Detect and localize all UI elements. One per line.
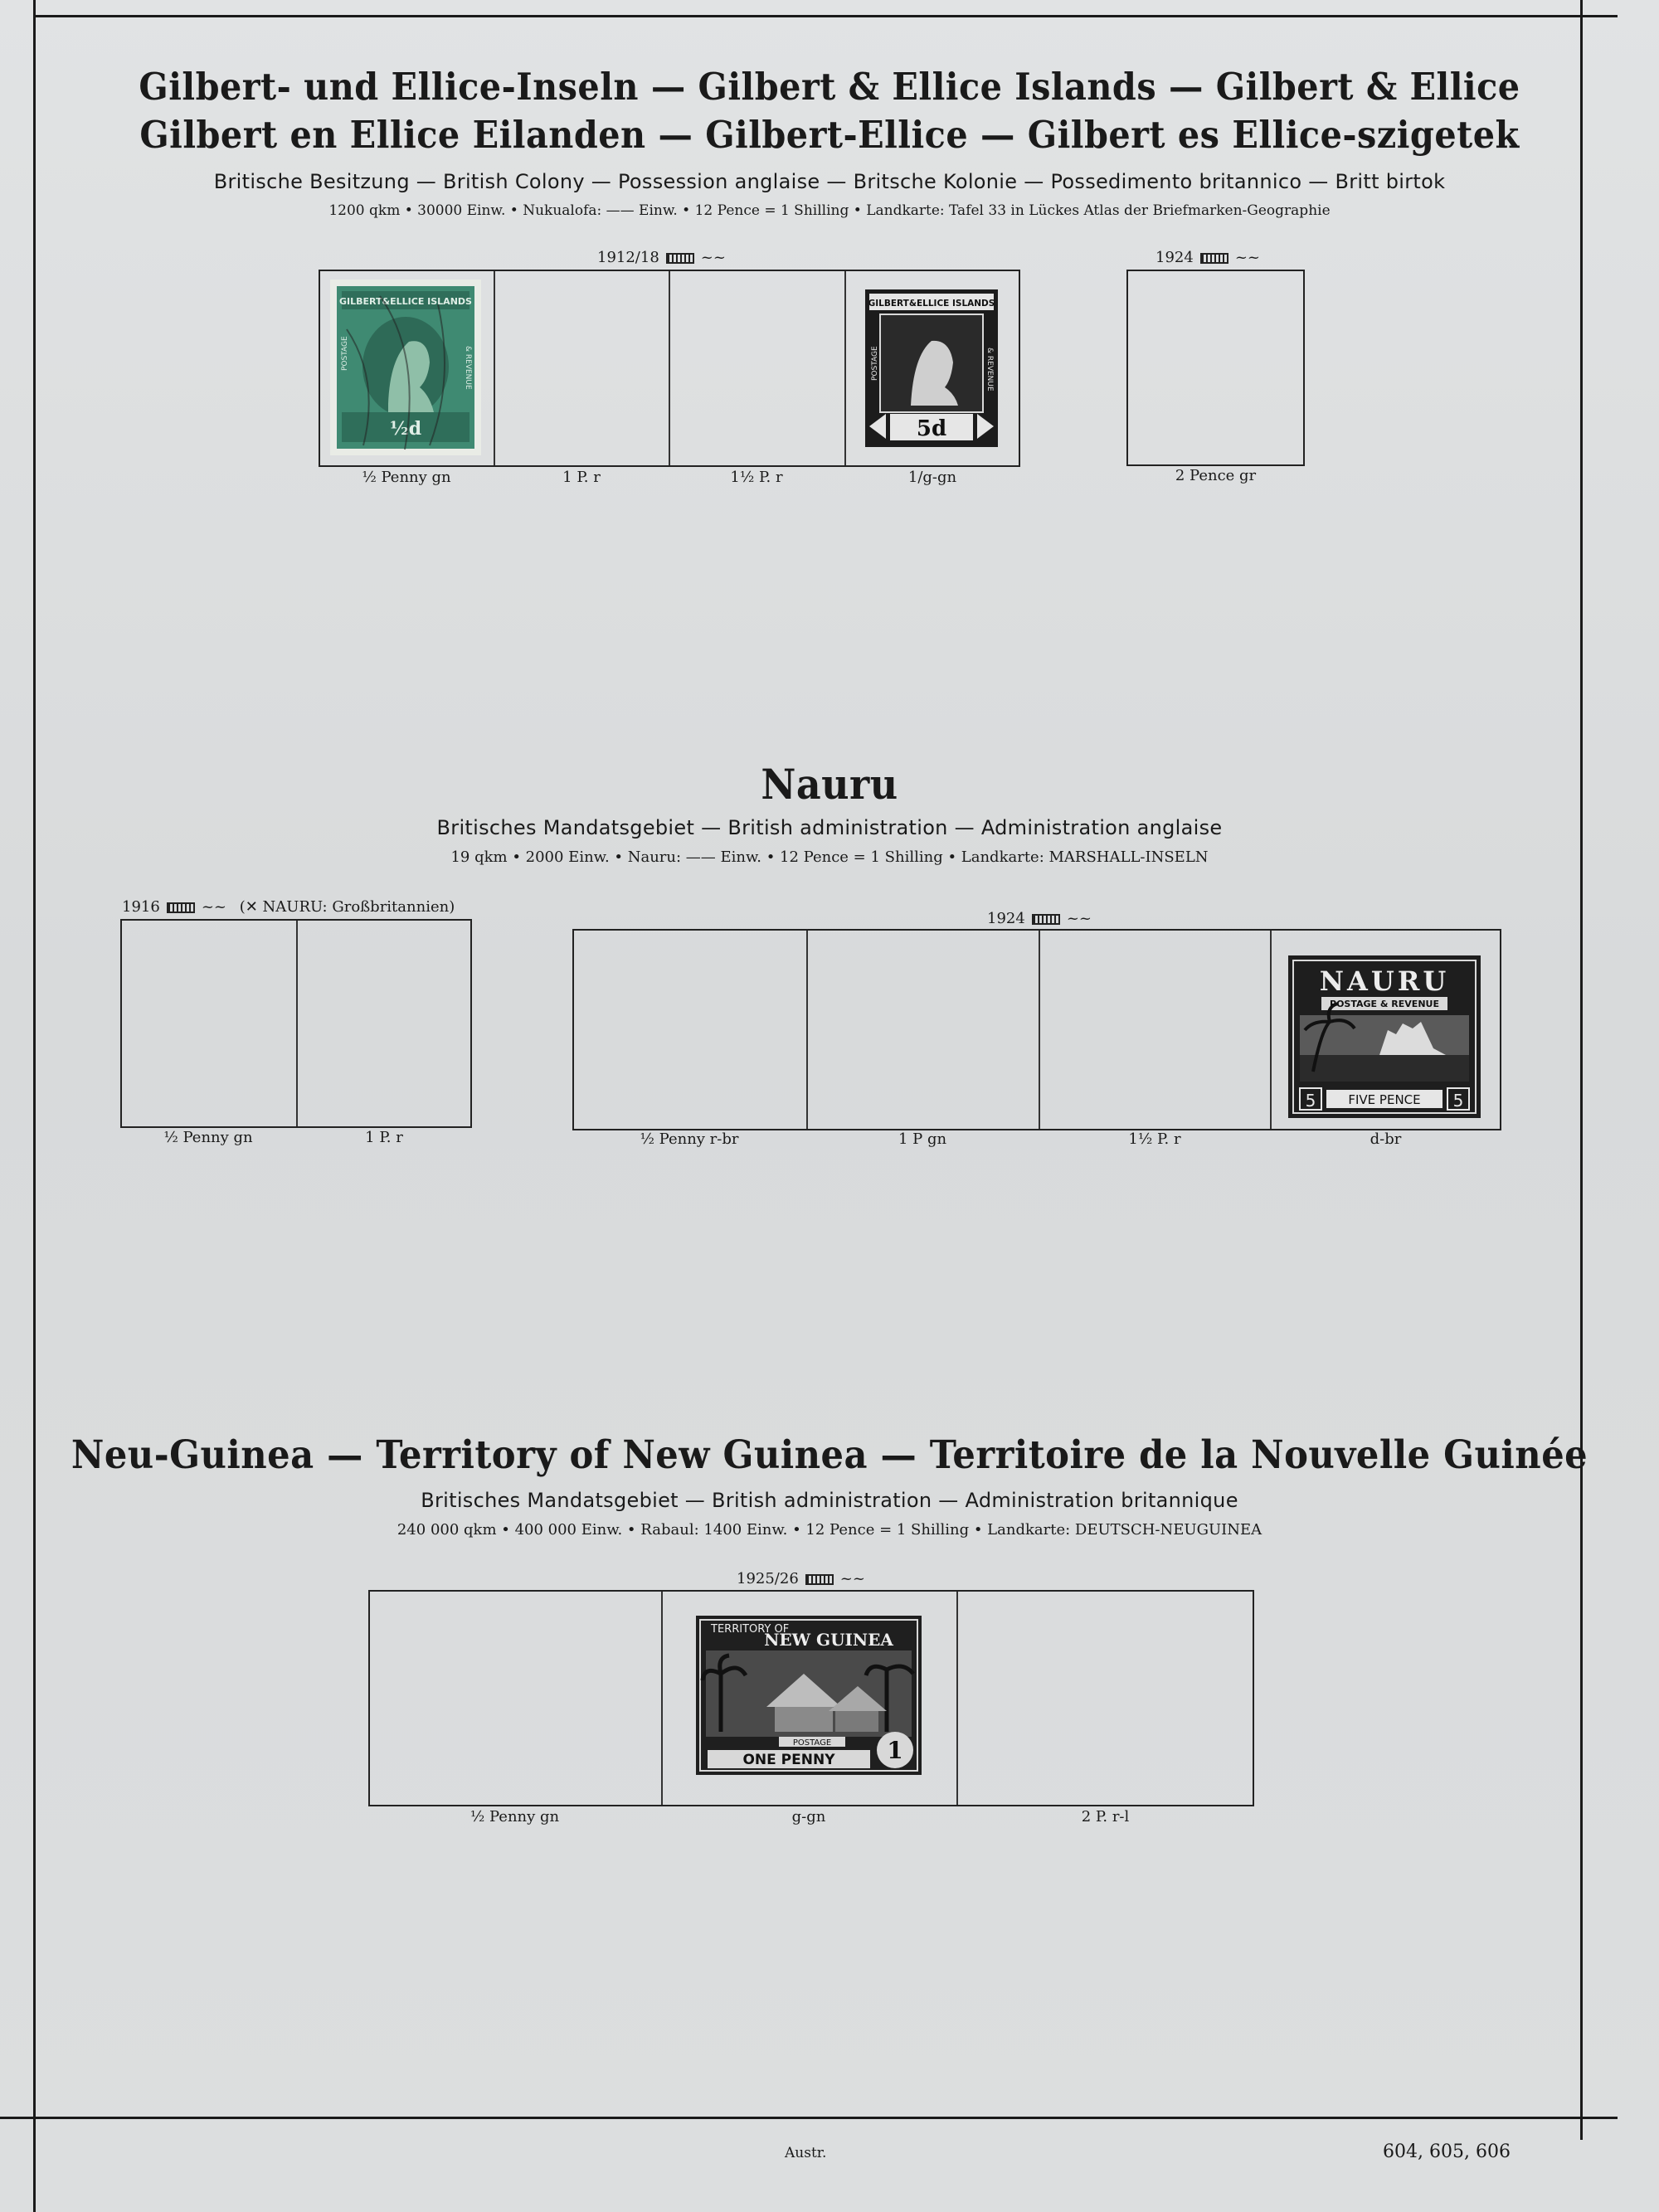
stamp1-top-text: GILBERT&ELLICE ISLANDS <box>339 296 472 307</box>
svg-text:POSTAGE & REVENUE: POSTAGE & REVENUE <box>1330 999 1439 1009</box>
svg-text:NEW GUINEA: NEW GUINEA <box>764 1630 893 1650</box>
nauru-set1-caption-2: 1 P. r <box>365 1129 403 1146</box>
nauru-set2-caption-4: d-br <box>1370 1130 1402 1148</box>
svg-text:ONE PENNY: ONE PENNY <box>742 1752 835 1768</box>
nauru-set1-caption-1: ½ Penny gn <box>163 1129 253 1146</box>
stamp2-top-text: GILBERT&ELLICE ISLANDS <box>868 299 995 309</box>
newguinea-caption-2: g-gn <box>791 1808 826 1826</box>
nauru-set1-note: (✕ NAURU: Großbritannien) <box>239 898 455 916</box>
bottom-rule <box>0 2117 1618 2119</box>
stamp1-value: ½d <box>389 418 422 440</box>
stamp-five-pence-black <box>865 289 998 447</box>
stamp-image <box>696 1616 922 1775</box>
divider <box>1270 931 1272 1129</box>
svg-text:POSTAGE: POSTAGE <box>792 1738 832 1748</box>
divider <box>494 271 495 465</box>
svg-text:5: 5 <box>1305 1091 1316 1111</box>
svg-text:& REVENUE: & REVENUE <box>985 348 994 391</box>
svg-text:TERRITORY OF: TERRITORY OF <box>711 1623 790 1636</box>
footer-center: Austr. <box>785 2145 827 2161</box>
gilbert-set1-caption-1: ½ Penny gn <box>362 469 451 486</box>
gilbert-title-line2: Gilbert en Ellice Eilanden — Gilbert-Ellice — Gilbert es Ellice-szigetek <box>139 113 1520 157</box>
stamp-half-penny-green <box>330 280 481 455</box>
gilbert-info: 1200 qkm • 30000 Einw. • Nukualofa: —— Einw. • 12 Pence = 1 Shilling • Landkarte: Tafel 33 in Lückes Atlas der Briefmarken-Geographie <box>328 202 1331 219</box>
divider <box>806 931 808 1129</box>
stamp2-value: 5d <box>916 416 947 441</box>
svg-text:POSTAGE: POSTAGE <box>871 346 879 381</box>
divider <box>661 1592 663 1805</box>
left-rule <box>33 0 36 2212</box>
gilbert-subtitle: Britische Besitzung — British Colony — Possession anglaise — Britsche Kolonie — Possedimento britannico — Britt birtok <box>213 170 1446 193</box>
gilbert-set2-frame <box>1126 270 1305 466</box>
nauru-set2-caption-2: 1 P gn <box>898 1130 947 1148</box>
newguinea-title: Neu-Guinea — Territory of New Guinea — Territoire de la Nouvelle Guinée <box>71 1432 1588 1478</box>
svg-text:FIVE PENCE: FIVE PENCE <box>1348 1092 1421 1107</box>
svg-text:5: 5 <box>1452 1091 1464 1111</box>
svg-text:& REVENUE: & REVENUE <box>464 346 472 390</box>
watermark-icon <box>666 253 694 264</box>
gilbert-set2-caption-1: 2 Pence gr <box>1175 467 1257 484</box>
stamp-image <box>1288 955 1481 1118</box>
top-rule <box>33 15 1618 17</box>
newguinea-info: 240 000 qkm • 400 000 Einw. • Rabaul: 1400 Einw. • 12 Pence = 1 Shilling • Landkarte: DEUTSCH-NEUGUINEA <box>397 1521 1262 1539</box>
stamp-new-guinea-one-penny <box>696 1616 922 1775</box>
stamp-image <box>330 280 481 455</box>
gilbert-title-line1: Gilbert- und Ellice-Inseln — Gilbert & Ellice Islands — Gilbert & Ellice <box>139 65 1520 109</box>
nauru-set2-year: 1924 ~~ <box>987 910 1092 927</box>
nauru-subtitle: Britisches Mandatsgebiet — British administration — Administration anglaise <box>436 816 1223 839</box>
right-rule <box>1580 0 1583 2140</box>
divider <box>956 1592 958 1805</box>
footer-page-numbers: 604, 605, 606 <box>1383 2142 1511 2162</box>
svg-text:1: 1 <box>887 1737 903 1764</box>
gilbert-set1-caption-4: 1/g-gn <box>907 469 957 486</box>
newguinea-set1-year: 1925/26 ~~ <box>737 1570 865 1587</box>
newguinea-subtitle: Britisches Mandatsgebiet — British administration — Administration britannique <box>421 1489 1238 1512</box>
stamp-image <box>865 289 998 447</box>
nauru-set2-caption-1: ½ Penny r-br <box>640 1130 739 1148</box>
watermark-icon <box>1032 914 1060 925</box>
svg-text:POSTAGE: POSTAGE <box>341 336 349 371</box>
watermark-icon <box>167 902 195 913</box>
gilbert-set2-year: 1924 ~~ <box>1155 249 1260 266</box>
nauru-set2-caption-3: 1½ P. r <box>1128 1130 1181 1148</box>
divider <box>844 271 846 465</box>
divider <box>1039 931 1040 1129</box>
gilbert-set1-year: 1912/18 ~~ <box>597 249 726 266</box>
nauru-info: 19 qkm • 2000 Einw. • Nauru: —— Einw. • 12 Pence = 1 Shilling • Landkarte: MARSHALL-INSELN <box>450 848 1209 866</box>
nauru-title: Nauru <box>761 760 898 809</box>
newguinea-caption-1: ½ Penny gn <box>469 1808 560 1826</box>
gilbert-set1-caption-2: 1 P. r <box>562 469 601 486</box>
gilbert-set1-caption-3: 1½ P. r <box>730 469 783 486</box>
divider <box>296 921 298 1126</box>
newguinea-caption-3: 2 P. r-l <box>1081 1808 1130 1826</box>
divider <box>669 271 670 465</box>
nauru-stamp-name: NAURU <box>1319 965 1450 997</box>
watermark-icon <box>1200 253 1228 264</box>
stamp-nauru-five-pence <box>1288 955 1481 1118</box>
nauru-set1-year: 1916 ~~ (✕ NAURU: Großbritannien) <box>122 898 455 916</box>
watermark-icon <box>805 1574 834 1585</box>
